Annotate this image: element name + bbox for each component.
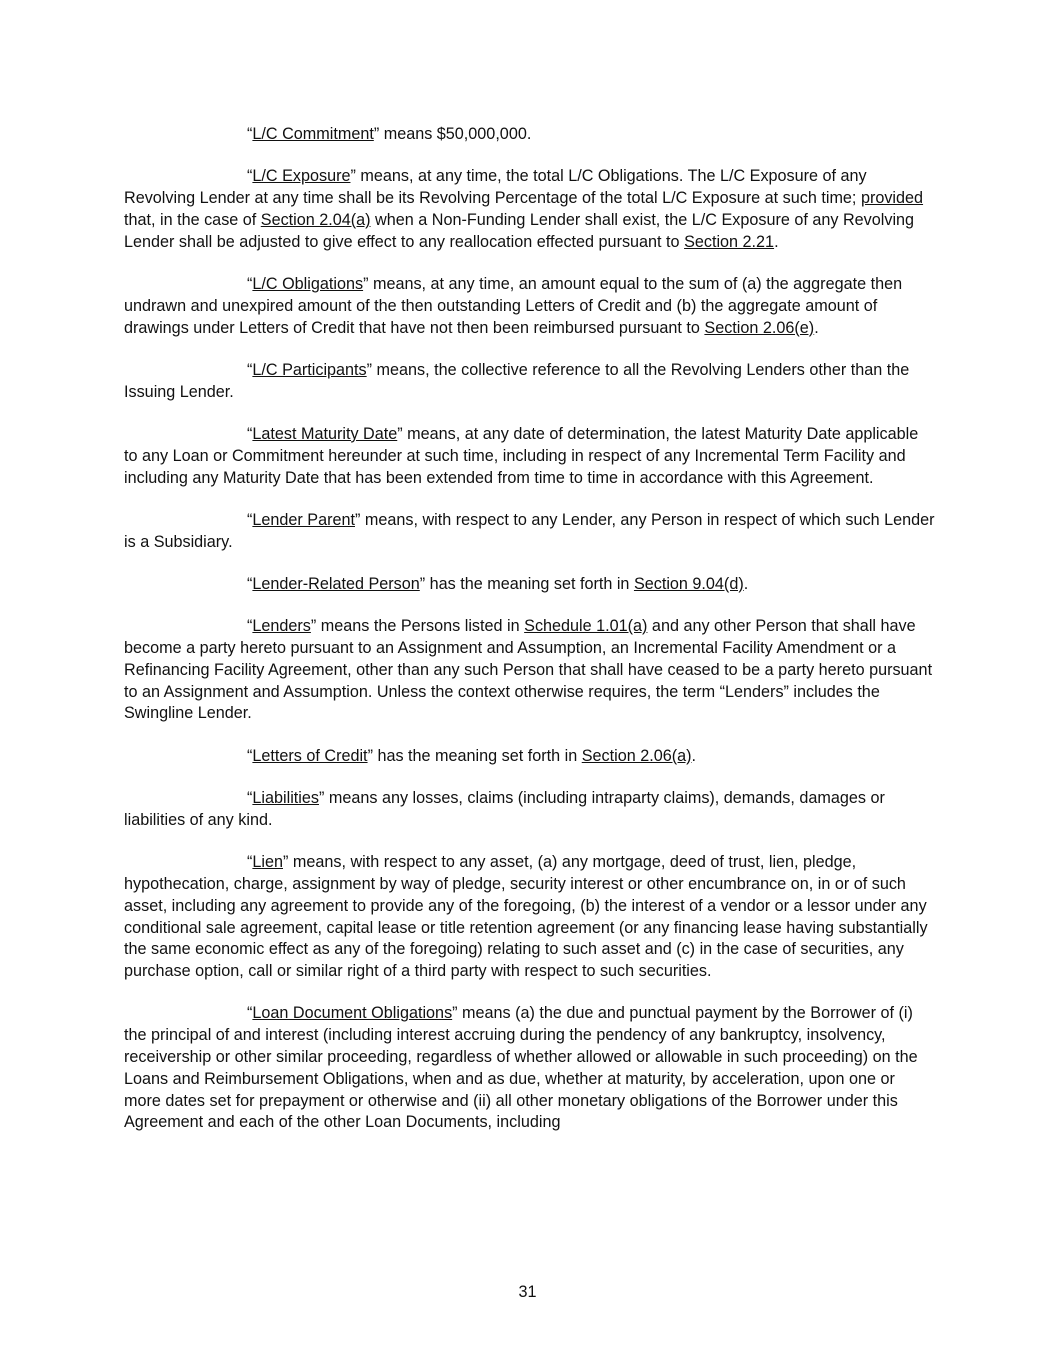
definition-text: “ xyxy=(247,424,253,443)
defined-term: Lender Parent xyxy=(252,510,355,529)
definition-text: . xyxy=(774,232,779,251)
definition-text: “ xyxy=(247,789,253,808)
definition-latest-maturity-date xyxy=(124,424,936,489)
definition-text: “ xyxy=(247,274,253,293)
cross-reference: Section 9.04(d) xyxy=(633,574,744,593)
definition-text: . xyxy=(691,746,696,765)
definition-lien xyxy=(124,852,936,983)
definition-text: ” has the meaning set forth in xyxy=(419,574,634,593)
definition-text: “ xyxy=(247,510,253,529)
defined-term: L/C Obligations xyxy=(252,274,364,293)
definition-text: . xyxy=(743,574,749,593)
defined-term: L/C Participants xyxy=(252,360,367,379)
cross-reference: Section 2.06(a) xyxy=(581,746,692,765)
definition-lc-commitment xyxy=(124,124,936,146)
definition-text: ” has the meaning set forth in xyxy=(367,746,582,765)
page-number: 31 xyxy=(518,1283,537,1301)
definition-lender-related-person xyxy=(124,574,936,596)
definition-lc-exposure xyxy=(124,166,936,253)
definition-text: when a Non-Funding Lender shall exist, the L/C Exposure of any Revolving Lender shall be adjusted to give effect to any reallocation effected pursuant to xyxy=(124,210,915,251)
definition-text: ” means, the collective reference to all the Revolving Lenders other than the Issuing Lender. xyxy=(124,360,910,401)
definition-text: “ xyxy=(247,1004,253,1023)
defined-term: L/C Exposure xyxy=(252,167,351,186)
defined-term: Liabilities xyxy=(252,789,319,808)
cross-reference: Section 2.21 xyxy=(684,232,775,251)
document-body xyxy=(124,124,936,1155)
definition-text: ” means $50,000,000. xyxy=(373,125,532,143)
definition-loan-document-obligations xyxy=(124,1003,936,1134)
defined-term: Loan Document Obligations xyxy=(252,1004,453,1023)
definition-letters-of-credit xyxy=(124,746,936,768)
definition-text: ” means the Persons listed in xyxy=(310,617,525,636)
definition-text: “ xyxy=(247,853,253,872)
definition-text: ” means, at any time, the total L/C Obligations. The L/C Exposure of any Revolving Lender at any time shall be its Revolving Percentage of the total L/C Exposure at such time; xyxy=(124,167,867,208)
definition-text: “ xyxy=(247,125,253,143)
definition-text: “ xyxy=(247,167,253,186)
cross-reference: Schedule 1.01(a) xyxy=(524,617,648,636)
definition-text: ” means (a) the due and punctual payment by the Borrower of (i) the principal of and interest (including interest accruing during the pendency of any bankruptcy, insolvency, receivership or other similar proceeding, regardless of whether allowed or allowable in such proceeding) on the Loans and Reimbursement Obligations, when and as due, whether at maturity, by acceleration, upon one or more dates set for prepayment or otherwise and (ii) all other monetary obligations of the Borrower under this Agreement and each of the other Loan Documents, including xyxy=(124,1004,918,1132)
definition-text: “ xyxy=(247,360,253,379)
definition-text: that, in the case of xyxy=(124,210,261,229)
definition-text: “ xyxy=(247,617,253,636)
defined-term: L/C Commitment xyxy=(252,125,374,143)
definition-lc-obligations xyxy=(124,274,936,339)
definition-text: ” means any losses, claims (including intraparty claims), demands, damages or liabilities of any kind. xyxy=(124,789,885,829)
definition-text: . xyxy=(814,318,819,337)
definition-text: and any other Person that shall have become a party hereto pursuant to an Assignment and Assumption, an Incremental Facility Amendment or a Refinancing Facility Agreement, other than any such Person that shall have ceased to be a party hereto pursuant to an Assignment and Assumption. Unless the context otherwise requires, the term “Lenders” includes the Swingline Lender. xyxy=(124,617,933,723)
defined-term: Letters of Credit xyxy=(252,746,368,765)
defined-term: Lien xyxy=(252,853,283,872)
definition-liabilities xyxy=(124,788,936,832)
definition-text: ” means, with respect to any asset, (a) any mortgage, deed of trust, lien, pledge, hypothecation, charge, assignment by way of pledge, security interest or other encumbrance on, in or of such asset, including any agreement to provide any of the foregoing, (b) the interest of a vendor or a lessor under any conditional sale agreement, capital lease or title retention agreement (or any financing lease having substantially the same economic effect as any of the foregoing) relating to such asset and (c) in the case of securities, any purchase option, call or similar right of a third party with respect to such securities. xyxy=(124,853,928,981)
cross-reference: Section 2.04(a) xyxy=(260,210,371,229)
defined-term: Lenders xyxy=(252,617,311,636)
definition-lenders xyxy=(124,616,936,725)
definition-lender-parent xyxy=(124,510,936,554)
definition-text: “ xyxy=(247,746,253,765)
cross-reference: Section 2.06(e) xyxy=(704,318,815,337)
cross-reference: provided xyxy=(860,189,924,208)
definition-text: ” means, at any date of determination, the latest Maturity Date applicable to any Loan or Commitment hereunder at such time, including in respect of any Incremental Term Facility and including any Maturity Date that has been extended from time to time in accordance with this Agreement. xyxy=(124,424,919,487)
defined-term: Latest Maturity Date xyxy=(252,424,398,443)
definition-text: ” means, with respect to any Lender, any Person in respect of which such Lender is a Subsidiary. xyxy=(124,510,935,551)
defined-term: Lender-Related Person xyxy=(252,574,420,593)
definition-text: “ xyxy=(247,574,253,593)
definition-lc-participants xyxy=(124,360,936,404)
definition-text: ” means, at any time, an amount equal to the sum of (a) the aggregate then undrawn and unexpired amount of the then outstanding Letters of Credit and (b) the aggregate amount of drawings under Letters of Credit that have not then been reimbursed pursuant to xyxy=(124,274,903,337)
